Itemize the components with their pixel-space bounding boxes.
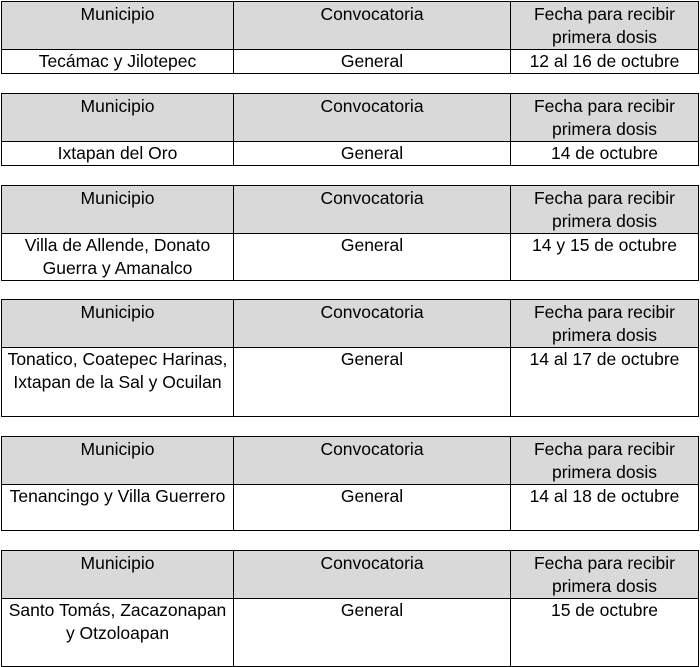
cell-fecha: 14 al 17 de octubre bbox=[511, 348, 699, 417]
header-fecha: Fecha para recibir primera dosis bbox=[511, 2, 699, 50]
table-row bbox=[2, 234, 699, 281]
cell-municipio: Tenancingo y Villa Guerrero bbox=[2, 485, 234, 531]
table-row bbox=[2, 142, 699, 166]
header-municipio: Municipio bbox=[2, 2, 234, 50]
vaccine-table-6 bbox=[1, 550, 699, 667]
header-municipio: Municipio bbox=[2, 186, 234, 234]
header-convocatoria: Convocatoria bbox=[234, 2, 511, 50]
header-convocatoria: Convocatoria bbox=[234, 300, 511, 348]
cell-municipio: Ixtapan del Oro bbox=[2, 142, 234, 166]
header-municipio: Municipio bbox=[2, 300, 234, 348]
header-fecha: Fecha para recibir primera dosis bbox=[511, 186, 699, 234]
vaccine-table-5 bbox=[1, 436, 699, 531]
cell-fecha: 14 al 18 de octubre bbox=[511, 485, 699, 531]
header-convocatoria: Convocatoria bbox=[234, 94, 511, 142]
vaccine-table-2 bbox=[1, 93, 699, 166]
vaccine-table-1 bbox=[1, 1, 699, 74]
vaccine-table-4 bbox=[1, 299, 699, 417]
header-municipio: Municipio bbox=[2, 437, 234, 485]
cell-convocatoria: General bbox=[234, 50, 511, 74]
table-header-row bbox=[2, 94, 699, 142]
header-convocatoria: Convocatoria bbox=[234, 437, 511, 485]
cell-municipio: Tecámac y Jilotepec bbox=[2, 50, 234, 74]
header-municipio: Municipio bbox=[2, 551, 234, 599]
cell-municipio: Villa de Allende, Donato Guerra y Amanalco bbox=[2, 234, 234, 281]
cell-convocatoria: General bbox=[234, 142, 511, 166]
cell-fecha: 12 al 16 de octubre bbox=[511, 50, 699, 74]
header-municipio: Municipio bbox=[2, 94, 234, 142]
header-fecha: Fecha para recibir primera dosis bbox=[511, 300, 699, 348]
cell-fecha: 14 de octubre bbox=[511, 142, 699, 166]
header-convocatoria: Convocatoria bbox=[234, 186, 511, 234]
header-fecha: Fecha para recibir primera dosis bbox=[511, 94, 699, 142]
table-header-row bbox=[2, 300, 699, 348]
table-header-row bbox=[2, 437, 699, 485]
header-convocatoria: Convocatoria bbox=[234, 551, 511, 599]
table-header-row bbox=[2, 2, 699, 50]
table-header-row bbox=[2, 551, 699, 599]
vaccine-table-3 bbox=[1, 185, 699, 281]
cell-fecha: 14 y 15 de octubre bbox=[511, 234, 699, 281]
header-fecha: Fecha para recibir primera dosis bbox=[511, 437, 699, 485]
header-fecha: Fecha para recibir primera dosis bbox=[511, 551, 699, 599]
cell-municipio: Tonatico, Coatepec Harinas, Ixtapan de la Sal y Ocuilan bbox=[2, 348, 234, 417]
cell-convocatoria: General bbox=[234, 348, 511, 417]
table-row bbox=[2, 50, 699, 74]
table-row bbox=[2, 348, 699, 417]
table-row bbox=[2, 599, 699, 667]
cell-convocatoria: General bbox=[234, 234, 511, 281]
table-row bbox=[2, 485, 699, 531]
cell-convocatoria: General bbox=[234, 599, 511, 667]
cell-convocatoria: General bbox=[234, 485, 511, 531]
table-header-row bbox=[2, 186, 699, 234]
cell-municipio: Santo Tomás, Zacazonapan y Otzoloapan bbox=[2, 599, 234, 667]
cell-fecha: 15 de octubre bbox=[511, 599, 699, 667]
